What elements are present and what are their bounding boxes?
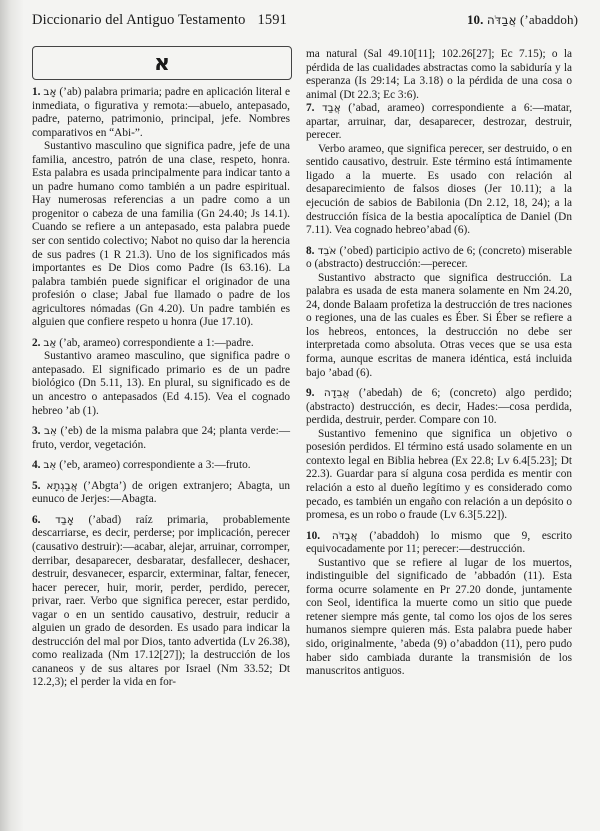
entry-definition: [32, 425, 290, 452]
entry-number: 8.: [306, 244, 315, 257]
dictionary-entry: [32, 337, 290, 418]
entry-explanation: [306, 272, 572, 380]
entry-text: (’obed) participio activo de 6; (concreto) miserable o (abstracto) destrucción:—perecer.: [306, 244, 573, 271]
entry-definition: [32, 480, 290, 507]
entry-definition: [306, 102, 572, 143]
entry-explanation: [32, 140, 290, 330]
entry-text: (’abaddoh) lo mismo que 9, escrito equivocadamente por 11; perecer:—destrucción.: [306, 529, 573, 556]
entry-number: 10.: [306, 529, 321, 542]
entry-explanation: [32, 350, 290, 418]
entry-definition: [32, 514, 290, 690]
entry-number: 4.: [32, 459, 41, 472]
dictionary-entry: [32, 459, 290, 473]
entry-definition: [306, 245, 572, 272]
entry-definition: [32, 337, 290, 351]
entry-text: Sustantivo masculino que significa padre, jefe de una familia, ancestro, patrón de una clase, respeto, honra. Esta palabra es usada principalmente para indicar tanto a un padre humano como también a un padre espiritual. Hay numerosas referencias a un padre como a un progenitor o cabeza de una familia (Gn 24.40; Js 14.1). Cuando se refiere a un antepasado, esta palabra puede ser con sentido colectivo; Nabot no quiso dar la herencia de sus padres (1 R 21.3). Uno de los significados más importantes es De Dios como Padre (Is 63.16). La palabra también puede significar el originador de una profesión o clase; Jabal fue llamado o padre de los agricultores nómadas (Gn 4.20). Un padre también es alguien que confiere respeto u honra (Jue 17.10).: [32, 140, 290, 329]
continued-paragraph: ma natural (Sal 49.10[11]; 102.26[27]; Ec 7.15); o la pérdida de las cualidades abstractas como la sabiduría y la esperanza (Is 29:14; La 3.18) o la pérdida de una cosa o animal (Dt 22.3; Ec 3:6).: [306, 48, 572, 101]
right-entries: [306, 102, 572, 678]
book-title: Diccionario del Antiguo Testamento: [32, 12, 246, 28]
section-letter-box: [32, 46, 292, 80]
entry-number: 1.: [32, 86, 41, 98]
section-letter-aleph: א: [153, 50, 171, 76]
left-column: [32, 86, 290, 697]
entry-hebrew-word: אֲבֵדָה: [323, 387, 350, 400]
entry-text: (’abad, arameo) correspondiente a 6:—matar, apartar, arruinar, dar, desaparecer, destrozar, destruir, perecer.: [306, 102, 572, 142]
guide-word-number: 10.: [466, 12, 484, 27]
guide-word-transliteration: (’abaddoh): [519, 12, 578, 27]
entry-definition: [32, 86, 290, 140]
entry-hebrew-word: אָבַד: [55, 513, 74, 526]
entry-text: (’eb, arameo) correspondiente a 3:—fruto.: [59, 459, 251, 472]
entry-hebrew-word: אַב: [43, 336, 57, 349]
running-header: [32, 12, 578, 34]
entry-text: Sustantivo femenino que significa un objetivo o posesión perdidos. El término está usado solamente en un contexto legal en Biblia hebrea (Ex 22.8; Lv 6.4[5.23]; Dt 22.3). Guardar para sí alguna cosa perdida es mentir con relación a esto al dueño legítimo y es considerado como pecado, es también un engaño con relación a un depósito o promesa, es un robo o fraude (Lv 6.3[5.22]).: [306, 427, 572, 522]
entry-number: 6.: [32, 513, 41, 526]
entry-explanation: [306, 143, 572, 238]
entry-definition: [306, 530, 572, 557]
dictionary-entry: [32, 425, 290, 452]
entry-text: Sustantivo abstracto que significa destrucción. La palabra es usada de esta manera solamente en Nm 24.20, 24, donde Balaam profetiza la destrucción de tres naciones o regiones, una de las cuales es Éber. Si Éber se refiere a los hebreos, entonces, la destrucción no debe ser interpretada como absoluta. Otras veces que se usa esta forma, aunque escritas de manera idéntica, está incluida bajo ’abad (6).: [306, 271, 572, 379]
dictionary-entry: [32, 86, 290, 330]
guide-word: [467, 12, 578, 28]
entry-text: Verbo arameo, que significa perecer, ser destruido, o en sentido causativo, destruir. Este término está íntimamente ligado a la muerte. Es usado con relación al desaparecimiento de falsos dioses (Jer 10.11); a la ejecución de sabios de Babilonia (Dn 2.12, 18, 24); a la destrucción física de la bestia apocalíptica de Daniel (Dn 7.11). Vea cognado hebreo’abad (6).: [306, 142, 572, 237]
entry-hebrew-word: אֵב: [43, 459, 57, 472]
dictionary-entry: [306, 387, 572, 522]
entry-hebrew-word: אֲבַגְתָא: [46, 479, 78, 492]
entry-hebrew-word: אֹבֵד: [317, 244, 337, 257]
entry-definition: [32, 459, 290, 473]
dictionary-entry: [32, 480, 290, 507]
entry-hebrew-word: אֲבַד: [321, 102, 341, 115]
entry-text: (’Abgta’) de origen extranjero; Abagta, un eunuco de Jerjes:—Abagta.: [32, 479, 291, 506]
entry-text: (’ab, arameo) correspondiente a 1:—padre.: [59, 336, 254, 349]
right-column: [306, 48, 572, 686]
dictionary-entry: [306, 530, 572, 679]
guide-word-hebrew: אֲבַדֹּה: [486, 13, 517, 27]
entry-definition: [306, 387, 572, 428]
book-gutter-shadow: [0, 0, 24, 831]
entry-number: 5.: [32, 479, 41, 492]
entry-hebrew-word: אֵב: [43, 425, 58, 438]
entry-text: (’ab) palabra primaria; padre en aplicación literal e inmediata, o figurativa y remota:—abuelo, antepasado, padre, paterno, patrimonio, principal, jefe. Nombres comparativos en “Abi-”.: [32, 86, 290, 139]
dictionary-entry: [306, 245, 572, 380]
entry-number: 3.: [32, 425, 41, 438]
entry-text: Sustantivo que se refiere al lugar de los muertos, indistinguible del significado de ’abbadón (11). Esta forma ocurre solamente en Pr 27.20 donde, juntamente con Seol, identifica la muerte como un sitio que puede retener siempre más gente, tal como los ojos de los seres humanos siempre quieren más. Esta palabra puede haber sido, originalmente, ’abeda (9) o’abaddon (11), pero pudo haber sido cambiada durante la transmisión de los manuscritos antiguos.: [306, 556, 572, 678]
entry-number: 7.: [306, 102, 315, 115]
dictionary-entry: [32, 514, 290, 690]
entry-text: (’abad) raíz primaria, probablemente descarriarse, es decir, perderse; por implicación, perecer (causativo destruir):—acabar, alejar, arruinar, corromper, derribar, desaparecer, desbaratar, desfallecer, deshacer, destruir, desvanecer, esparcir, exterminar, faltar, fenecer, hacer perecer, huir, morir, perder, perdido, perecer, privar, raer. Verbo que significa perecer, estar perdido, vagar o en un sentido causativo, destruir, reducir a alguien un grado de desorden. Es usado para indicar la destrucción del mal por Dios, tanto advertida (Lv 26.38), como realizada (Nm 17.12[27]); la destrucción de los cananeos y de sus altares por Israel (Nm 33.52; Dt 12.2,3); el perder la vida en for-: [32, 513, 291, 689]
entry-text: (’eb) de la misma palabra que 24; planta verde:—fruto, verdor, vegetación.: [32, 425, 291, 451]
entry-number: 2.: [32, 336, 41, 349]
entry-explanation: [306, 428, 572, 523]
entry-hebrew-word: אֲבַדֹּה: [331, 529, 358, 542]
entry-hebrew-word: אָב: [43, 86, 57, 98]
dictionary-entry: [306, 102, 572, 237]
entry-text: Sustantivo arameo masculino, que significa padre o antepasado. El significado primario es de un padre biológico (Dn 5.11, 13). En plural, su significado es de un ancestro o antepasados (Ed 4.15). Vea el cognado hebreo ’ab (1).: [32, 350, 290, 417]
entry-text: (’abedah) de 6; (concreto) algo perdido; (abstracto) destrucción, es decir, Hades:—cosa perdida, perdida, destruir, perder. Compare con 10.: [306, 387, 572, 427]
page-number: 1591: [257, 12, 287, 28]
entry-number: 9.: [306, 387, 315, 400]
entry-explanation: [306, 557, 572, 679]
